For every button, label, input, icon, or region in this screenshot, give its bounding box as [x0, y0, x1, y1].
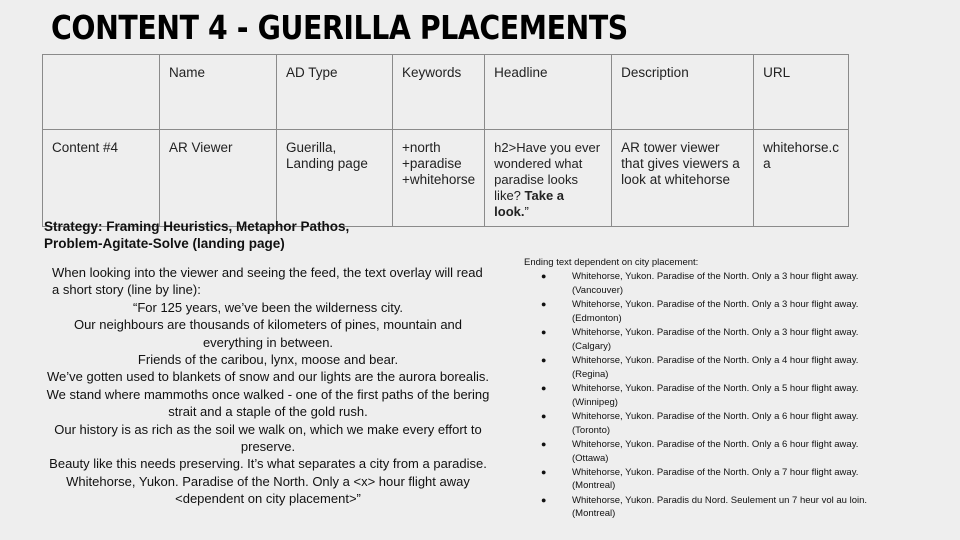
story-line: “For 125 years, we’ve been the wilderness city. [133, 299, 403, 315]
header-cell-description: Description [612, 55, 754, 130]
list-item-text: Whitehorse, Yukon. Paradise of the North. Only a 7 hour flight away. (Montreal) [572, 466, 859, 492]
list-item [524, 298, 894, 326]
story-line: Whitehorse, Yukon. Paradise of the North. Only a <x> hour flight away <dependent on city placement>” [66, 473, 470, 507]
bullet-icon: ● [541, 270, 547, 281]
story-line: Our neighbours are thousands of kilometers of pines, mountain and everything in between. [73, 317, 463, 350]
story-line: Our history is as rich as the soil we walk on, which we make every effort to preserve. [54, 421, 482, 455]
list-item [524, 494, 894, 522]
strategy-line: Problem-Agitate-Solve (landing page) [44, 236, 285, 251]
cell-url [754, 130, 849, 227]
cell-content: Content #4 [43, 130, 160, 227]
cell-keywords [393, 130, 485, 227]
header-cell-headline: Headline [485, 55, 612, 130]
bullet-icon: ● [541, 298, 547, 309]
list-item-text: Whitehorse, Yukon. Paradise of the North. Only a 4 hour flight away. (Regina) [572, 354, 859, 380]
headline-close-quote: ” [524, 204, 529, 219]
headline-text: h2>Have you ever wondered what paradise looks like? [494, 140, 601, 203]
strategy-text [44, 218, 374, 252]
endings-list [524, 270, 894, 521]
strategy-line: Strategy: Framing Heuristics, Metaphor Pathos, [44, 219, 350, 234]
url-line: a [763, 156, 771, 171]
story-block [46, 264, 490, 508]
list-item-text: Whitehorse, Yukon. Paradise of the North. Only a 3 hour flight away. (Edmonton) [572, 298, 859, 324]
headline-bold-text: Take a look. [494, 188, 565, 219]
bullet-icon: ● [541, 494, 547, 505]
list-item [524, 382, 894, 410]
list-item-text: Whitehorse, Yukon. Paradise of the North. Only a 6 hour flight away. (Ottawa) [572, 438, 859, 464]
list-item [524, 466, 894, 494]
list-item-text: Whitehorse, Yukon. Paradise of the North. Only a 3 hour flight away. (Calgary) [572, 326, 859, 352]
keyword: +whitehorse [402, 172, 476, 187]
header-cell-url: URL [754, 55, 849, 130]
bullet-icon: ● [541, 466, 547, 477]
header-cell-name: Name [160, 55, 277, 130]
cell-name: AR Viewer [160, 130, 277, 227]
table-row [43, 130, 849, 227]
list-item [524, 438, 894, 466]
url-line: whitehorse.c [763, 140, 839, 155]
table-header-row [43, 55, 849, 130]
cell-headline [485, 130, 612, 227]
story-line: We’ve gotten used to blankets of snow and our lights are the aurora borealis. [46, 369, 490, 385]
list-item-text: Whitehorse, Yukon. Paradise of the North. Only a 5 hour flight away. (Winnipeg) [572, 382, 859, 408]
story-line: Friends of the caribou, lynx, moose and bear. [137, 352, 399, 368]
cell-description: AR tower viewer that gives viewers a look at whitehorse [612, 130, 754, 227]
list-item [524, 270, 894, 298]
bullet-icon: ● [541, 382, 547, 393]
bullet-icon: ● [541, 326, 547, 337]
placement-table [42, 54, 849, 227]
header-cell-ad-type: AD Type [277, 55, 393, 130]
list-item-text: Whitehorse, Yukon. Paradise of the North. Only a 3 hour flight away. (Vancouver) [572, 270, 859, 296]
slide-title: CONTENT 4 - GUERILLA PLACEMENTS [51, 8, 628, 47]
list-item-text: Whitehorse, Yukon. Paradise of the North. Only a 6 hour flight away. (Toronto) [572, 410, 859, 436]
story-line: We stand where mammoths once walked - one of the first paths of the bering strait and a staple of the gold rush. [46, 386, 490, 420]
endings-heading: Ending text dependent on city placement: [524, 257, 699, 268]
list-item [524, 354, 894, 382]
story-line: Beauty like this needs preserving. It’s what separates a city from a paradise. [49, 456, 487, 472]
bullet-icon: ● [541, 354, 547, 365]
ad-type-line: Landing page [286, 156, 368, 171]
list-item-text: Whitehorse, Yukon. Paradis du Nord. Seulement un 7 heur vol au loin. (Montreal) [572, 494, 868, 520]
story-intro: When looking into the viewer and seeing the feed, the text overlay will read a short story (line by line): [52, 265, 483, 298]
ad-type-line: Guerilla, [286, 140, 337, 155]
header-cell-keywords: Keywords [393, 55, 485, 130]
header-cell-blank [43, 55, 160, 130]
bullet-icon: ● [541, 438, 547, 449]
list-item [524, 326, 894, 354]
list-item [524, 410, 894, 438]
keyword: +north [402, 140, 441, 155]
keyword: +paradise [402, 156, 462, 171]
cell-ad-type [277, 130, 393, 227]
bullet-icon: ● [541, 410, 547, 421]
city-endings [524, 256, 894, 522]
